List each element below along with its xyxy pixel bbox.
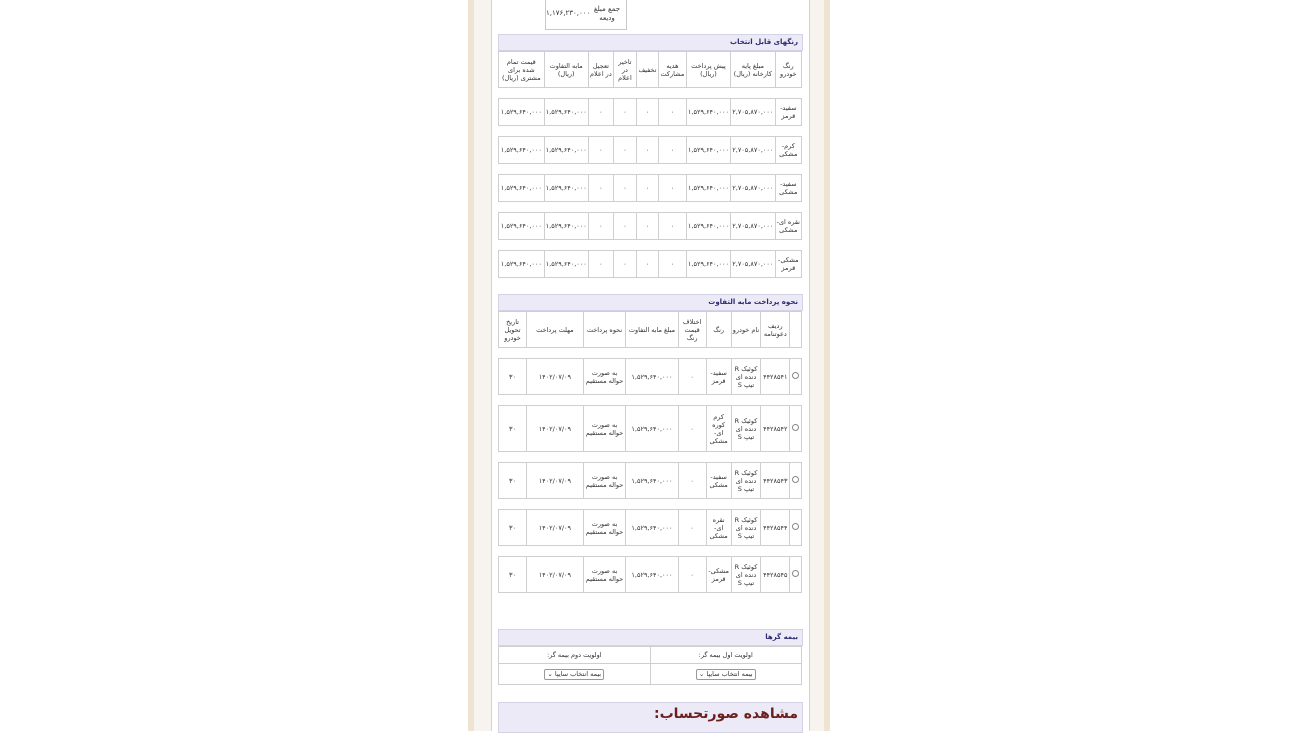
payment-table-cell: ۰: [678, 359, 706, 395]
payment-table-cell: ۱,۵۲۹,۶۴۰,۰۰۰: [626, 510, 678, 546]
colors-table-cell: ۱,۵۲۹,۶۴۰,۰۰۰: [499, 99, 545, 126]
payment-table-row: [499, 510, 802, 546]
payment-table-cell: ۳۰: [499, 557, 527, 593]
payment-row-radio[interactable]: [792, 523, 799, 530]
colors-table-header-row: [499, 52, 802, 88]
colors-table-cell: ۰: [613, 137, 636, 164]
payment-table-cell: به صورت حواله مستقیم: [583, 406, 626, 452]
colors-table-cell: مشکی-قرمز: [775, 251, 801, 278]
colors-table-cell: ۱,۵۲۹,۶۴۰,۰۰۰: [499, 251, 545, 278]
chevron-down-icon: ⌄: [698, 669, 705, 678]
colors-table-cell: سفید-مشکی: [775, 175, 801, 202]
payment-table-cell: ۴۴۲۸۵۴۲: [761, 406, 790, 452]
payment-table-cell: ۱,۵۲۹,۶۴۰,۰۰۰: [626, 463, 678, 499]
colors-table-cell: ۰: [636, 251, 658, 278]
payment-table-cell: ۱۴۰۲/۰۷/۰۹: [527, 406, 584, 452]
payment-table-cell: به صورت حواله مستقیم: [583, 510, 626, 546]
colors-table-cell: ۰: [658, 251, 686, 278]
payment-header-cell: ردیف دعوتنامه: [761, 312, 790, 348]
colors-table-cell: ۲,۷۰۵,۸۷۰,۰۰۰: [731, 175, 776, 202]
payment-table-cell: ۳۰: [499, 406, 527, 452]
colors-table-row: [499, 213, 802, 240]
payment-table-cell: کوئیک R دنده ای تیپ S: [731, 406, 761, 452]
payment-section-header: [498, 294, 803, 311]
payment-table-cell: ۴۴۲۸۵۴۵: [761, 557, 790, 593]
colors-header-cell: تعجیل در اعلام: [588, 52, 613, 88]
insurance-second-select-value: بیمه انتخاب سایپا: [554, 669, 602, 678]
payment-table-cell: نقره ای-مشکی: [706, 510, 731, 546]
colors-table-cell: ۱,۵۲۹,۶۴۰,۰۰۰: [544, 99, 588, 126]
payment-spacer-row: [499, 452, 802, 463]
payment-table-cell: کوئیک R دنده ای تیپ S: [731, 463, 761, 499]
colors-table-cell: ۰: [636, 175, 658, 202]
payment-table-cell: ۱,۵۲۹,۶۴۰,۰۰۰: [626, 359, 678, 395]
payment-row-radio[interactable]: [792, 424, 799, 431]
payment-radio-cell: [790, 510, 802, 546]
payment-section-title: نحوه پرداخت مابه التفاوت: [708, 298, 798, 306]
payment-table-cell: ۱۴۰۲/۰۷/۰۹: [527, 510, 584, 546]
payment-header-cell: اختلاف قیمت رنگ: [678, 312, 706, 348]
insurance-first-select[interactable]: [696, 669, 756, 680]
insurance-section-header: [498, 629, 803, 646]
payment-table-header-row: [499, 312, 802, 348]
colors-table-cell: ۰: [658, 175, 686, 202]
colors-table-cell: ۱,۵۲۹,۶۴۰,۰۰۰: [686, 137, 730, 164]
colors-table-cell: ۱,۵۲۹,۶۴۰,۰۰۰: [499, 137, 545, 164]
payment-header-cell: مهلت پرداخت: [527, 312, 584, 348]
colors-table-cell: ۰: [636, 137, 658, 164]
payment-radio-cell: [790, 359, 802, 395]
colors-spacer-row: [499, 126, 802, 137]
payment-table-cell: ۱,۵۲۹,۶۴۰,۰۰۰: [626, 406, 678, 452]
payment-spacer-row: [499, 348, 802, 359]
colors-table-cell: ۱,۵۲۹,۶۴۰,۰۰۰: [686, 99, 730, 126]
payment-row-radio[interactable]: [792, 570, 799, 577]
payment-table-cell: مشکی-قرمز: [706, 557, 731, 593]
deposit-value: ۱,۱۷۶,۲۳۰,۰۰۰: [546, 9, 591, 17]
colors-table-cell: ۱,۵۲۹,۶۴۰,۰۰۰: [499, 213, 545, 240]
payment-table-row: [499, 359, 802, 395]
colors-table-cell: ۰: [613, 99, 636, 126]
colors-table-cell: کرم-مشکی: [775, 137, 801, 164]
payment-table-cell: کوئیک R دنده ای تیپ S: [731, 359, 761, 395]
colors-header-cell: رنگ خودرو: [775, 52, 801, 88]
invoice-section: [498, 702, 803, 733]
colors-table-cell: ۰: [588, 175, 613, 202]
insurance-first-cell: [650, 664, 802, 685]
payment-header-cell: رنگ: [706, 312, 731, 348]
colors-table-cell: ۲,۷۰۵,۸۷۰,۰۰۰: [731, 213, 776, 240]
insurance-second-select[interactable]: [544, 669, 604, 680]
colors-table-cell: ۰: [658, 213, 686, 240]
payment-table-cell: کوئیک R دنده ای تیپ S: [731, 510, 761, 546]
spacer-cell: [499, 126, 802, 137]
colors-table-cell: ۲,۷۰۵,۸۷۰,۰۰۰: [731, 251, 776, 278]
colors-table-cell: ۰: [613, 213, 636, 240]
payment-radio-cell: [790, 557, 802, 593]
spacer-cell: [499, 164, 802, 175]
colors-table-cell: ۱,۵۲۹,۶۴۰,۰۰۰: [544, 213, 588, 240]
colors-table-cell: سفید-قرمز: [775, 99, 801, 126]
colors-table-cell: ۱,۵۲۹,۶۴۰,۰۰۰: [686, 175, 730, 202]
payment-radio-cell: [790, 406, 802, 452]
insurance-second-cell: [499, 664, 651, 685]
colors-table-cell: ۰: [588, 99, 613, 126]
payment-table-row: [499, 463, 802, 499]
colors-spacer-row: [499, 202, 802, 213]
payment-table-cell: ۱۴۰۲/۰۷/۰۹: [527, 463, 584, 499]
payment-table-cell: ۳۰: [499, 463, 527, 499]
spacer-cell: [499, 88, 802, 99]
payment-header-cell: نحوه پرداخت: [583, 312, 626, 348]
insurance-first-select-value: بیمه انتخاب سایپا: [706, 669, 753, 678]
colors-table: [498, 51, 802, 278]
colors-table-cell: ۰: [613, 175, 636, 202]
colors-header-cell: پیش پرداخت (ریال): [686, 52, 730, 88]
spacer-cell: [499, 546, 802, 557]
colors-table-cell: ۰: [613, 251, 636, 278]
invoice-title[interactable]: مشاهده صورتحساب:: [654, 706, 798, 722]
colors-table-cell: ۰: [588, 251, 613, 278]
payment-table-body: [499, 348, 802, 593]
colors-spacer-row: [499, 240, 802, 251]
payment-table-cell: ۱۴۰۲/۰۷/۰۹: [527, 359, 584, 395]
spacer-cell: [499, 202, 802, 213]
colors-table-body: [499, 88, 802, 278]
colors-table-cell: ۱,۵۲۹,۶۴۰,۰۰۰: [686, 251, 730, 278]
payment-table-cell: ۱,۵۲۹,۶۴۰,۰۰۰: [626, 557, 678, 593]
spacer-cell: [499, 499, 802, 510]
colors-header-cell: هدیه مشارکت: [658, 52, 686, 88]
spacer-cell: [499, 240, 802, 251]
insurance-first-label: اولویت اول بیمه گر:: [650, 647, 802, 664]
colors-table-cell: ۱,۵۲۹,۶۴۰,۰۰۰: [544, 251, 588, 278]
insurance-second-label: اولویت دوم بیمه گر:: [499, 647, 651, 664]
payment-table-cell: به صورت حواله مستقیم: [583, 463, 626, 499]
spacer-cell: [499, 348, 802, 359]
payment-radio-cell: [790, 463, 802, 499]
colors-spacer-row: [499, 88, 802, 99]
payment-row-radio[interactable]: [792, 476, 799, 483]
payment-table-cell: ۰: [678, 557, 706, 593]
colors-table-cell: ۰: [588, 137, 613, 164]
payment-table-cell: ۴۴۲۸۵۴۳: [761, 463, 790, 499]
deposit-label: جمع مبلغ ودیعه: [593, 5, 621, 22]
payment-table-cell: کرم کوره ای-مشکی: [706, 406, 731, 452]
payment-table-cell: ۰: [678, 406, 706, 452]
payment-table: [498, 311, 802, 593]
colors-table-cell: ۰: [636, 99, 658, 126]
spacer-cell: [499, 395, 802, 406]
payment-table-cell: ۰: [678, 463, 706, 499]
payment-header-cell: تاریخ تحویل خودرو: [499, 312, 527, 348]
payment-table-cell: ۴۴۲۸۵۴۱: [761, 359, 790, 395]
colors-section-header: [498, 34, 803, 51]
colors-table-cell: نقره ای-مشکی: [775, 213, 801, 240]
insurance-table: [498, 646, 802, 685]
payment-row-radio[interactable]: [792, 372, 799, 379]
payment-table-row: [499, 406, 802, 452]
payment-table-cell: به صورت حواله مستقیم: [583, 359, 626, 395]
colors-table-cell: ۰: [658, 137, 686, 164]
payment-header-cell: نام خودرو: [731, 312, 761, 348]
colors-table-cell: ۲,۷۰۵,۸۷۰,۰۰۰: [731, 137, 776, 164]
colors-table-cell: ۱,۵۲۹,۶۴۰,۰۰۰: [499, 175, 545, 202]
payment-table-cell: ۳۰: [499, 359, 527, 395]
colors-header-cell: مبلغ پایه کارخانه (ریال): [731, 52, 776, 88]
colors-table-cell: ۱,۵۲۹,۶۴۰,۰۰۰: [544, 137, 588, 164]
payment-table-row: [499, 557, 802, 593]
colors-table-row: [499, 99, 802, 126]
payment-table-cell: سفید-قرمز: [706, 359, 731, 395]
payment-spacer-row: [499, 395, 802, 406]
payment-table-cell: ۱۴۰۲/۰۷/۰۹: [527, 557, 584, 593]
payment-spacer-row: [499, 499, 802, 510]
colors-spacer-row: [499, 164, 802, 175]
chevron-down-icon: ⌄: [547, 669, 553, 678]
insurance-select-row: [499, 664, 802, 685]
payment-header-radio-cell: [790, 312, 802, 348]
insurance-label-row: [499, 647, 802, 664]
colors-header-cell: مابه التفاوت (ریال): [544, 52, 588, 88]
colors-table-row: [499, 251, 802, 278]
colors-table-cell: ۱,۵۲۹,۶۴۰,۰۰۰: [544, 175, 588, 202]
payment-table-cell: ۴۴۲۸۵۴۴: [761, 510, 790, 546]
colors-header-cell: قیمت تمام شده برای مشتری (ریال): [499, 52, 545, 88]
colors-table-cell: ۲,۷۰۵,۸۷۰,۰۰۰: [731, 99, 776, 126]
colors-table-cell: ۱,۵۲۹,۶۴۰,۰۰۰: [686, 213, 730, 240]
colors-table-cell: ۰: [636, 213, 658, 240]
colors-table-cell: ۰: [658, 99, 686, 126]
colors-table-cell: ۰: [588, 213, 613, 240]
colors-header-cell: تاخیر در اعلام: [613, 52, 636, 88]
payment-table-cell: ۰: [678, 510, 706, 546]
spacer-cell: [499, 452, 802, 463]
payment-spacer-row: [499, 546, 802, 557]
payment-header-cell: مبلغ مابه التفاوت: [626, 312, 678, 348]
payment-table-cell: به صورت حواله مستقیم: [583, 557, 626, 593]
colors-section-title: رنگهای قابل انتخاب: [730, 38, 798, 46]
colors-table-row: [499, 137, 802, 164]
colors-header-cell: تخفیف: [636, 52, 658, 88]
colors-table-row: [499, 175, 802, 202]
payment-table-cell: کوئیک R دنده ای تیپ S: [731, 557, 761, 593]
insurance-section-title: بیمه گرها: [765, 633, 798, 641]
payment-table-cell: سفید-مشکی: [706, 463, 731, 499]
payment-table-cell: ۳۰: [499, 510, 527, 546]
